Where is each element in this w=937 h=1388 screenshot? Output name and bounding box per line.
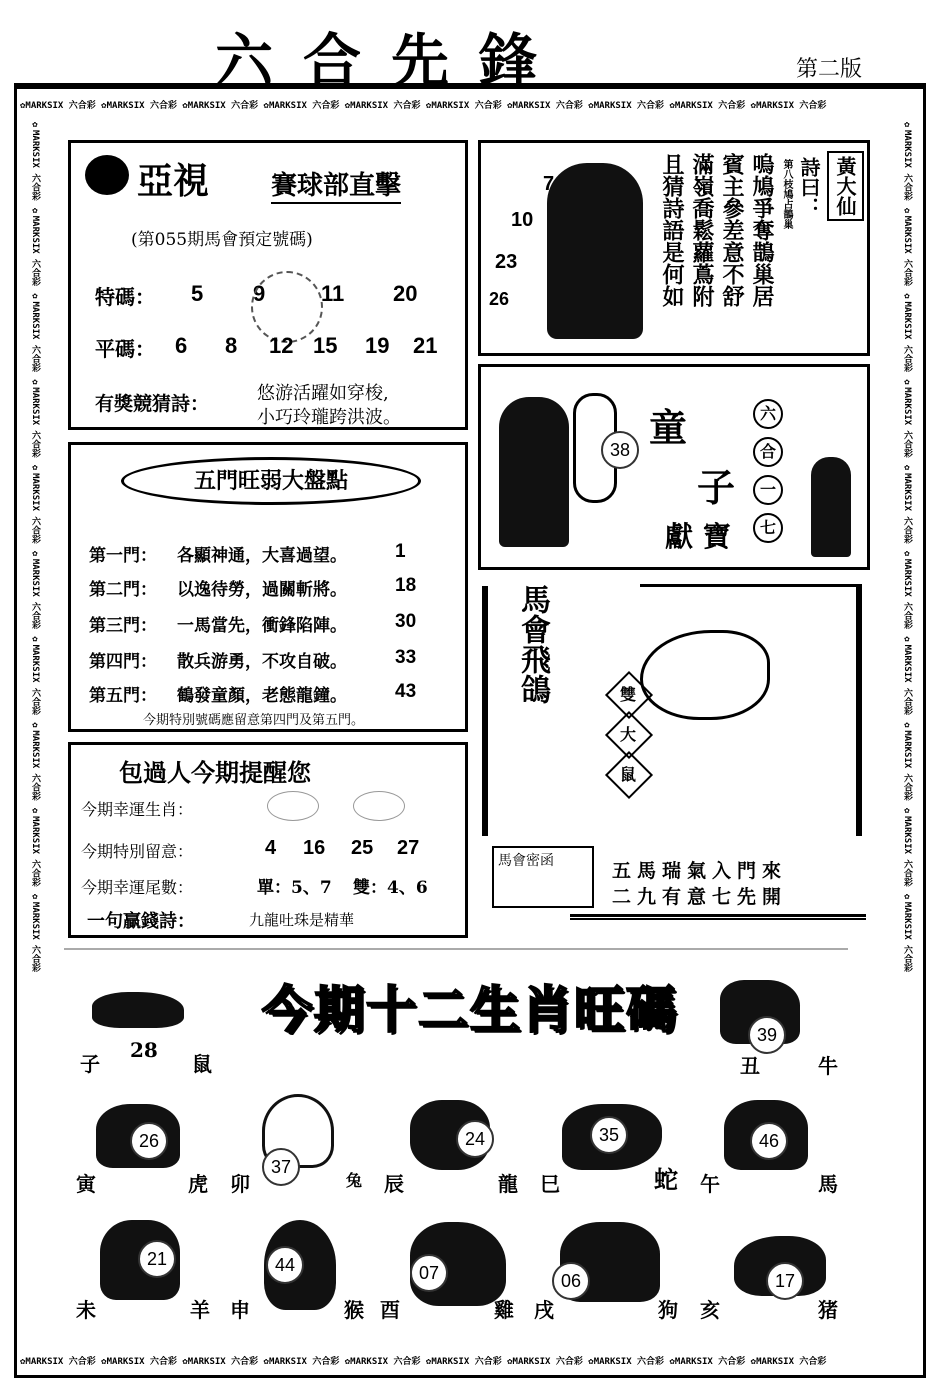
poem-line: 小巧玲瓏跨洪波。 [257,407,401,428]
pigeon-rule [482,586,488,836]
zodiac-num: 44 [266,1246,304,1284]
lantern: 一 [753,475,783,505]
atv-brand: 亞視 [137,160,210,202]
normal-num: 6 [175,333,188,358]
zodiac-num: 07 [410,1254,448,1292]
zodiac-branch: 午 [700,1172,720,1196]
zodiac-animal: 雞 [494,1298,514,1322]
zodiac-branch: 辰 [384,1172,404,1196]
tongzi-title: 童 [649,405,688,450]
rat-icon [92,992,184,1028]
gate-name: 第二門： [89,580,157,600]
lantern: 七 [753,513,783,543]
reminder-num: 16 [303,837,326,859]
zodiac-branch: 卯 [230,1172,250,1196]
zodiac-animal: 蛇 [654,1165,678,1194]
atv-logo-icon [85,155,129,195]
gate-num: 33 [395,647,417,668]
poem-col: 且猜詩語是何如 [659,153,685,307]
snake-icon [353,791,405,821]
zodiac-branch: 亥 [700,1298,720,1322]
reminder-num: 27 [397,837,420,859]
pigeon-line: 五馬瑞氣入門來 [612,860,788,882]
lucky-zodiac-label: 今期幸運生肖： [81,800,194,819]
child-figure-icon [499,397,569,547]
pigeon-rule [640,584,862,590]
zodiac-num: 06 [552,1262,590,1300]
zodiac-animal: 馬 [818,1172,838,1196]
poem-label: 有獎競猜詩： [95,393,210,415]
tail-label: 今期幸運尾數： [81,878,194,897]
gate-num: 18 [395,575,417,596]
normal-num: 19 [365,333,390,358]
border-strip-right: ✿MARKSIX 六合彩 ✿MARKSIX 六合彩 ✿MARKSIX 六合彩 ✿MARKSIX 六合彩 ✿MARKSIX 六合彩 ✿MARKSIX 六合彩 ✿MARKSIX 六合彩 ✿MARKSIX 六合彩 ✿MARKSIX 六合彩 ✿MARKSIX 六合彩 [902,120,912,973]
normal-num: 21 [413,333,438,358]
zodiac-branch: 寅 [76,1172,96,1196]
special-num: 20 [393,281,418,306]
gate-text: 各顯神通，大喜過望。 [177,546,347,566]
win-poem: 九龍吐珠是精華 [249,911,355,929]
zodiac-banner: 今期十二生肖旺碼 [262,980,678,1039]
zodiac-animal: 猴 [344,1298,364,1322]
gate-name: 第五門： [89,686,157,706]
edition-label: 第二版 [796,57,863,82]
special-attention-label: 今期特別留意： [81,842,194,861]
zodiac-num: 24 [456,1120,494,1158]
zodiac-animal: 猪 [818,1298,838,1322]
zodiac-animal: 鼠 [192,1052,212,1076]
normal-num: 8 [225,333,238,358]
tail-double: 雙：4、6 [353,878,428,898]
border-strip-bottom: ✿MARKSIX 六合彩 ✿MARKSIX 六合彩 ✿MARKSIX 六合彩 ✿MARKSIX 六合彩 ✿MARKSIX 六合彩 ✿MARKSIX 六合彩 ✿MARKSIX 六合彩 ✿MARKSIX 六合彩 ✿MARKSIX 六合彩 ✿MARKSIX 六合彩 [20,1357,827,1367]
poem-intro: 詩曰： [797,157,821,217]
reminder-num: 25 [351,837,374,859]
border-strip-top: ✿MARKSIX 六合彩 ✿MARKSIX 六合彩 ✿MARKSIX 六合彩 ✿MARKSIX 六合彩 ✿MARKSIX 六合彩 ✿MARKSIX 六合彩 ✿MARKSIX 六合彩 ✿MARKSIX 六合彩 ✿MARKSIX 六合彩 ✿MARKSIX 六合彩 [20,101,827,111]
sage-num: 7 [543,173,555,195]
zodiac-num: 39 [748,1016,786,1054]
zodiac-branch: 子 [80,1052,100,1076]
tongzi-panel [478,364,870,570]
atv-subtitle: (第055期馬會預定號碼) [131,230,313,250]
zodiac-animal: 兔 [346,1171,363,1190]
zodiac-num: 46 [750,1122,788,1160]
reminder-title: 包過人今期提醒您 [119,758,311,787]
zodiac-num: 28 [130,1038,158,1062]
zodiac-animal: 龍 [498,1172,518,1196]
diamond-text: 雙 [620,685,637,704]
special-num: 9 [253,281,266,306]
atv-panel [68,140,468,430]
zodiac-num: 21 [138,1240,176,1278]
sage-figure-icon [547,163,643,339]
pigeon-rule [570,914,866,920]
zodiac-animal: 虎 [188,1172,208,1196]
gate-text: 散兵游勇，不攻自破。 [177,652,347,672]
pigeon-line: 二九有意七先開 [612,886,788,908]
zodiac-num: 26 [130,1122,168,1160]
zodiac-num: 35 [590,1116,628,1154]
gate-name: 第四門： [89,652,157,672]
border-strip-left: ✿MARKSIX 六合彩 ✿MARKSIX 六合彩 ✿MARKSIX 六合彩 ✿MARKSIX 六合彩 ✿MARKSIX 六合彩 ✿MARKSIX 六合彩 ✿MARKSIX 六合彩 ✿MARKSIX 六合彩 ✿MARKSIX 六合彩 ✿MARKSIX 六合彩 [30,120,40,973]
zodiac-branch: 巳 [540,1172,560,1196]
zodiac-animal: 牛 [818,1054,838,1078]
lantern: 六 [753,399,783,429]
poem-col: 滿嶺喬鬆蘿蔦附 [689,153,715,307]
poem-line: 悠游活躍如穿梭, [257,383,389,404]
gate-num: 43 [395,681,417,702]
envelope-label: 馬會密函 [498,853,554,869]
five-gates-note: 今期特別號碼應留意第四門及第五門。 [143,713,365,728]
lantern: 合 [753,437,783,467]
huang-badge: 黃大仙 [827,151,864,221]
normal-label: 平碼： [95,337,155,361]
child-figure-icon [811,457,851,557]
zodiac-animal: 狗 [658,1298,678,1322]
tongzi-title: 子 [697,465,736,510]
huang-panel [478,140,870,356]
zodiac-branch: 酉 [380,1298,400,1322]
zodiac-num: 37 [262,1148,300,1186]
sage-num: 23 [495,251,518,273]
tongzi-sub: 獻 寶 [665,520,731,553]
normal-num: 12 [269,333,294,358]
zodiac-branch: 丑 [740,1054,760,1078]
normal-num: 15 [313,333,338,358]
atv-header: 賽球部直擊 [271,165,401,204]
gate-num: 30 [395,611,417,632]
poem-col: 賓主參差意不舒 [719,153,745,307]
sage-num: 26 [489,289,510,309]
gate-text: 鶴發童顏，老態龍鐘。 [177,686,347,706]
zodiac-branch: 未 [76,1298,96,1322]
rat-icon [267,791,319,821]
zodiac-num: 17 [766,1262,804,1300]
special-label: 特碼： [95,285,155,309]
poem-col: 嗚鳩爭奪鵲巢居 [749,153,775,307]
zodiac-animal: 羊 [190,1298,210,1322]
gate-name: 第三門： [89,616,157,636]
five-gates-panel [68,442,468,732]
diamond-text: 大 [620,725,637,744]
pigeon-title: 馬會飛鴿 [515,584,550,704]
gate-text: 一馬當先，衝鋒陷陣。 [177,616,347,636]
masthead-title: 六合先鋒 [215,27,568,95]
diamond-text: 鼠 [620,765,637,784]
five-gates-title: 五門旺弱大盤點 [121,457,421,505]
pigeon-rule [856,586,862,836]
poem-note: 第八枝鳩占鵲巢 [781,159,792,229]
gate-name: 第一門： [89,546,157,566]
ball-number: 38 [601,431,639,469]
tail-single: 單：5、7 [257,878,332,898]
reminder-panel [68,742,468,938]
special-num: 5 [191,281,204,306]
zodiac-branch: 戌 [534,1298,554,1322]
reminder-num: 4 [265,837,277,859]
zodiac-branch: 申 [230,1298,250,1322]
gate-num: 1 [395,541,406,562]
win-poem-label: 一句贏錢詩： [87,911,195,932]
gate-text: 以逸待勞，過關斬將。 [177,580,347,600]
sage-num: 10 [511,209,534,231]
special-num: 11 [321,281,345,306]
